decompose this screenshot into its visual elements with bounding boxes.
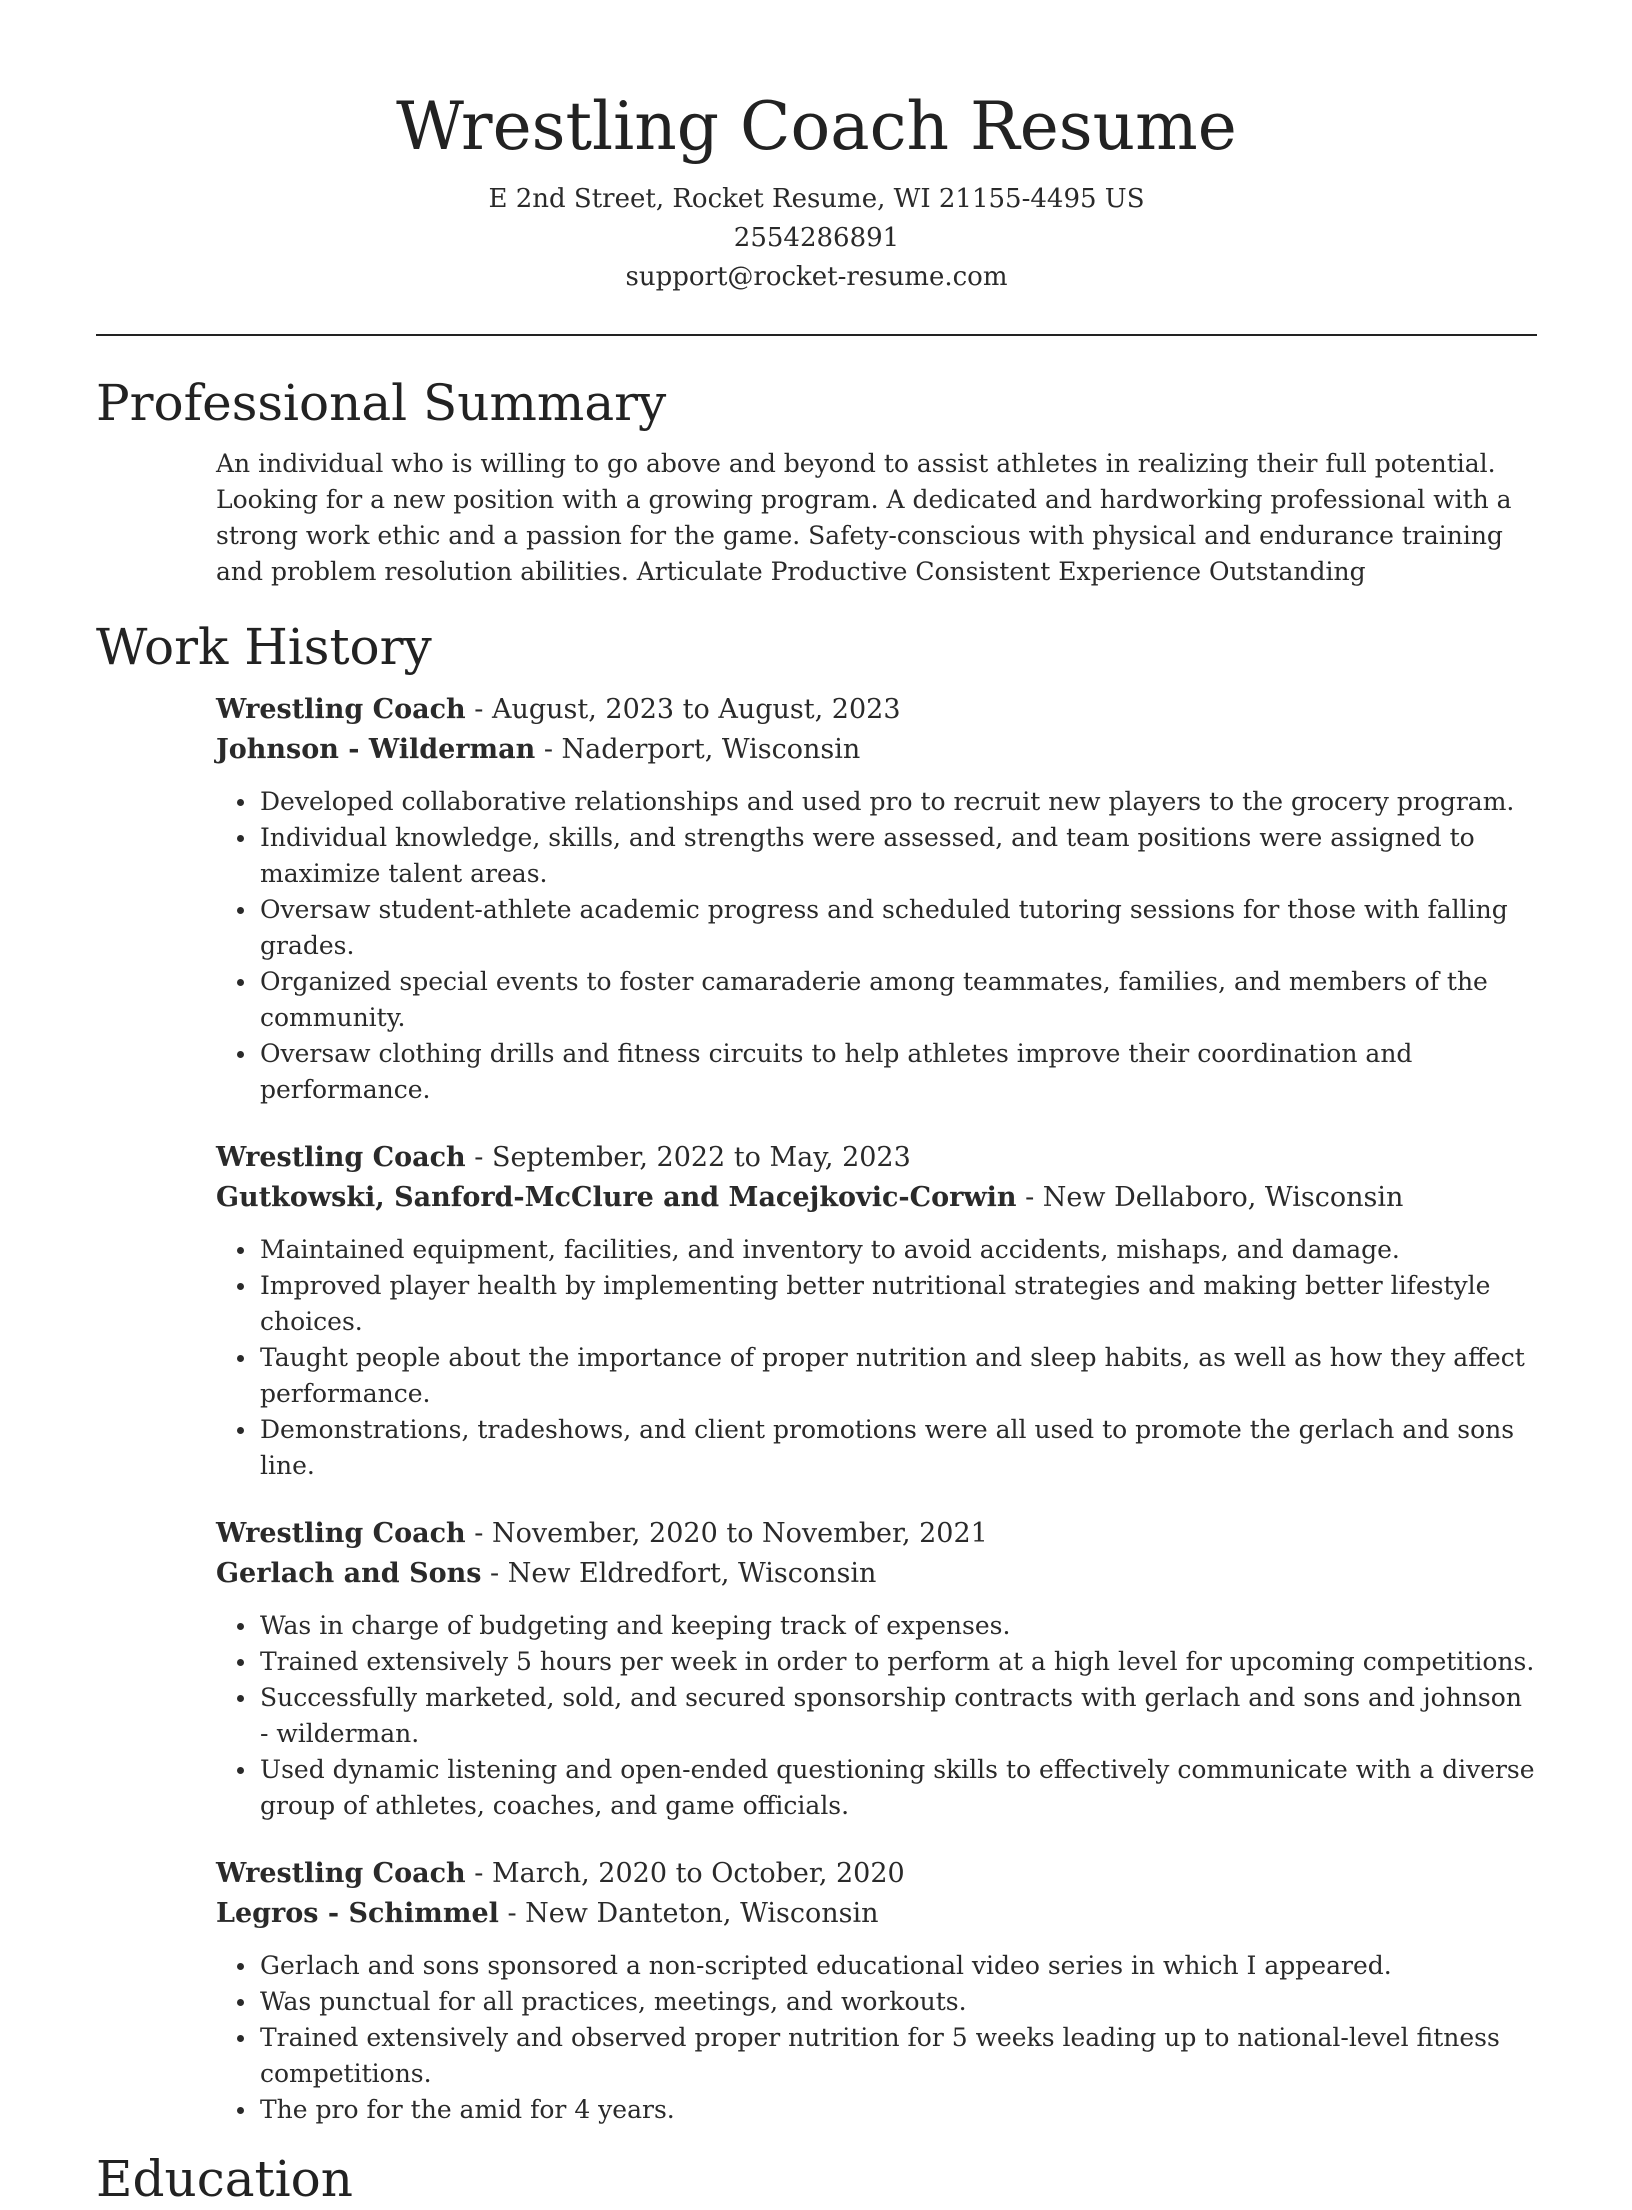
job-entry: [216, 1514, 1537, 1824]
section-title-work-history: Work History: [96, 618, 432, 676]
job-bullet: Organized special events to foster camaraderie among teammates, families, and members of the community.: [260, 964, 1537, 1036]
job-entry: [216, 1138, 1537, 1484]
job-bullet: Demonstrations, tradeshows, and client promotions were all used to promote the gerlach and sons line.: [260, 1412, 1537, 1484]
job-bullets: [216, 1232, 1537, 1484]
job-bullet: Oversaw student-athlete academic progress and scheduled tutoring sessions for those with falling grades.: [260, 892, 1537, 964]
section-title-summary: Professional Summary: [96, 374, 667, 432]
summary-text: An individual who is willing to go above and beyond to assist athletes in realizing their full potential. Looking for a new position with a growing program. A dedicated and hardworking professional with a strong work ethic and a passion for the game. Safety-conscious with physical and endurance training and problem resolution abilities. Articulate Productive Consistent Experience Outstanding: [216, 449, 1512, 586]
section-title-education: Education: [96, 2150, 353, 2208]
job-bullet: Trained extensively and observed proper nutrition for 5 weeks leading up to national-level fitness competitions.: [260, 2020, 1537, 2092]
job-dates: - August, 2023 to August, 2023: [465, 694, 901, 725]
job-employer-line: [216, 1554, 1537, 1594]
job-entry: [216, 690, 1537, 1108]
contact-phone: 2554286891: [733, 223, 900, 253]
job-title: Wrestling Coach: [216, 1142, 466, 1173]
job-title-line: [216, 1138, 1537, 1178]
job-employer: Gerlach and Sons: [216, 1558, 482, 1589]
job-bullet: Was punctual for all practices, meetings, and workouts.: [260, 1984, 1537, 2020]
contact-block: [96, 180, 1537, 297]
job-bullets: [216, 1608, 1537, 1824]
job-title-line: [216, 1514, 1537, 1554]
job-bullets: [216, 1948, 1537, 2128]
job-bullet: Trained extensively 5 hours per week in order to perform at a high level for upcoming competitions.: [260, 1644, 1537, 1680]
job-location: - New Eldredfort, Wisconsin: [481, 1558, 877, 1589]
header-divider: [96, 334, 1537, 336]
job-employer: Gutkowski, Sanford-McClure and Macejkovic-Corwin: [216, 1182, 1017, 1213]
resume-page: [96, 0, 1537, 2210]
job-bullet: Used dynamic listening and open-ended questioning skills to effectively communicate with a diverse group of athletes, coaches, and game officials.: [260, 1752, 1537, 1824]
job-title: Wrestling Coach: [216, 1518, 466, 1549]
job-bullet: Taught people about the importance of proper nutrition and sleep habits, as well as how they affect performance.: [260, 1340, 1537, 1412]
job-bullet: Oversaw clothing drills and fitness circuits to help athletes improve their coordination and performance.: [260, 1036, 1537, 1108]
job-location: - Naderport, Wisconsin: [535, 734, 861, 765]
job-bullets: [216, 784, 1537, 1108]
job-bullet: Successfully marketed, sold, and secured sponsorship contracts with gerlach and sons and johnson - wilderman.: [260, 1680, 1537, 1752]
job-bullet: Developed collaborative relationships and used pro to recruit new players to the grocery program.: [260, 784, 1537, 820]
job-dates: - March, 2020 to October, 2020: [465, 1858, 905, 1889]
job-location: - New Dellaboro, Wisconsin: [1016, 1182, 1404, 1213]
job-dates: - November, 2020 to November, 2021: [465, 1518, 988, 1549]
contact-address: E 2nd Street, Rocket Resume, WI 21155-4495 US: [488, 184, 1145, 214]
job-location: - New Danteton, Wisconsin: [498, 1898, 879, 1929]
resume-name: Wrestling Coach Resume: [396, 88, 1237, 165]
job-employer-line: [216, 1894, 1537, 1934]
job-employer: Johnson - Wilderman: [216, 734, 536, 765]
job-title-line: [216, 690, 1537, 730]
job-bullet: Individual knowledge, skills, and strengths were assessed, and team positions were assigned to maximize talent areas.: [260, 820, 1537, 892]
job-employer: Legros - Schimmel: [216, 1898, 499, 1929]
job-employer-line: [216, 730, 1537, 770]
job-bullet: The pro for the amid for 4 years.: [260, 2092, 1537, 2128]
job-bullet: Maintained equipment, facilities, and inventory to avoid accidents, mishaps, and damage.: [260, 1232, 1537, 1268]
job-bullet: Gerlach and sons sponsored a non-scripted educational video series in which I appeared.: [260, 1948, 1537, 1984]
job-bullet: Was in charge of budgeting and keeping track of expenses.: [260, 1608, 1537, 1644]
job-entry: [216, 1854, 1537, 2128]
job-bullet: Improved player health by implementing better nutritional strategies and making better lifestyle choices.: [260, 1268, 1537, 1340]
job-title-line: [216, 1854, 1537, 1894]
job-title: Wrestling Coach: [216, 1858, 466, 1889]
job-title: Wrestling Coach: [216, 694, 466, 725]
job-employer-line: [216, 1178, 1537, 1218]
contact-email: support@rocket-resume.com: [625, 262, 1008, 292]
job-dates: - September, 2022 to May, 2023: [465, 1142, 911, 1173]
